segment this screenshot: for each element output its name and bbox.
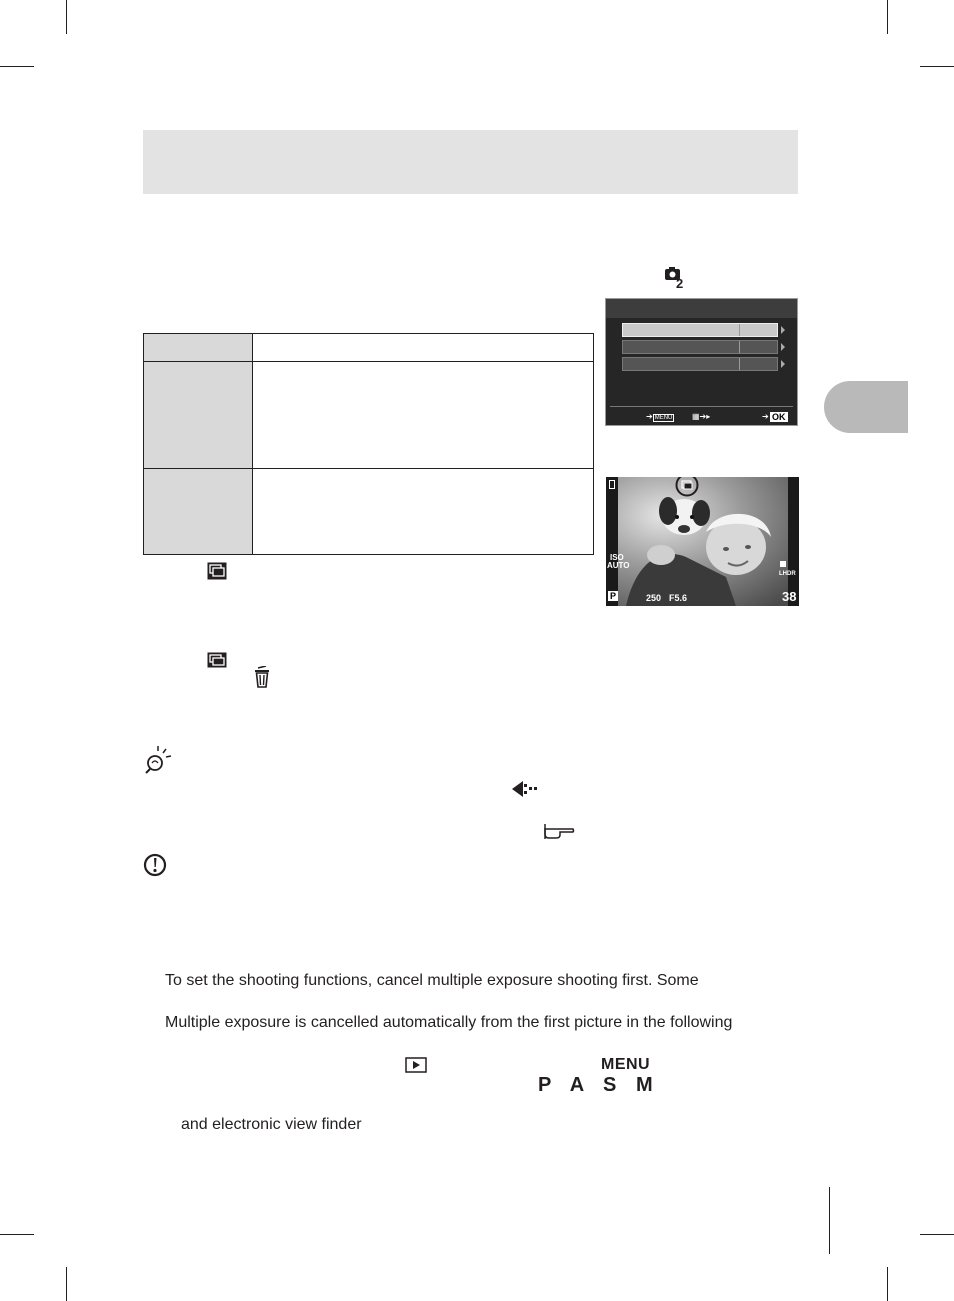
- live-view-photo: [606, 477, 799, 606]
- menu-footer-rule: [610, 406, 793, 407]
- table-key-cell: [144, 334, 253, 362]
- table-value-cell: [253, 362, 594, 469]
- menu-settings-hint-icon: ▦➔▸: [692, 412, 711, 421]
- shots-remaining: 38: [782, 589, 797, 604]
- menu-ok-label: OK: [772, 412, 786, 422]
- menu-ok-arrow-icon: ➔: [762, 412, 769, 421]
- menu-arrow-icon: [781, 343, 785, 351]
- aperture-value: F5.6: [669, 593, 688, 603]
- cancel-multiple-exposure-text: To set the shooting functions, cancel multiple exposure shooting first. Some: [165, 972, 699, 989]
- menu-button-label: MENU: [601, 1056, 651, 1073]
- crop-mark: [0, 1234, 34, 1235]
- menu-arrow-icon: [781, 326, 785, 334]
- battery-icon: [609, 480, 615, 489]
- table-value-cell: [253, 334, 594, 362]
- table-row: [144, 469, 594, 555]
- menu-row[interactable]: [622, 323, 778, 337]
- exposure-modes-label: P A S M: [538, 1074, 660, 1096]
- menu-back-hint: ➔ MENU: [646, 412, 673, 421]
- auto-cancel-text: Multiple exposure is cancelled automatically from the first picture in the following: [165, 1014, 733, 1031]
- electronic-view-finder-text: and electronic view finder: [181, 1116, 362, 1133]
- menu-row[interactable]: [622, 340, 778, 354]
- crop-mark: [0, 66, 34, 67]
- page-margin-rule: [829, 1187, 830, 1254]
- crop-mark: [887, 0, 888, 34]
- live-view-screen: [606, 477, 799, 606]
- page-reference-hand-icon: [543, 822, 575, 840]
- multiple-exposure-icon: [207, 562, 227, 580]
- image-size-icon: [780, 561, 786, 567]
- exposure-mode-badge: P: [610, 591, 617, 601]
- section-title-band: [143, 130, 798, 194]
- tip-lightbulb-icon: [143, 745, 175, 775]
- table-value-cell: [253, 469, 594, 555]
- crop-mark: [66, 0, 67, 34]
- table-key-cell: [144, 469, 253, 555]
- caution-icon: [143, 853, 167, 877]
- table-row: [144, 362, 594, 469]
- trash-icon: [253, 666, 271, 688]
- menu-arrow-icon: [781, 360, 785, 368]
- svg-text:2: 2: [676, 276, 684, 289]
- options-table: [143, 333, 594, 555]
- shutter-speed: 250: [646, 593, 662, 603]
- playback-button-icon: [405, 1057, 427, 1073]
- raw-data-edit-icon: [511, 780, 539, 798]
- crop-mark: [887, 1267, 888, 1301]
- crop-mark: [920, 1234, 954, 1235]
- table-row: [144, 334, 594, 362]
- menu-screen-header: [606, 299, 797, 318]
- crop-mark: [920, 66, 954, 67]
- iso-label: ISO: [610, 553, 624, 562]
- multiple-exposure-indicator-icon: [675, 477, 699, 497]
- iso-value: AUTO: [607, 561, 630, 570]
- chapter-tab: [824, 381, 908, 433]
- image-quality-label: LHDR: [779, 571, 796, 577]
- menu-row[interactable]: [622, 357, 778, 371]
- shooting-menu-2-icon: [664, 265, 688, 289]
- table-key-cell: [144, 362, 253, 469]
- crop-mark: [66, 1267, 67, 1301]
- multiple-exposure-menu-screen: [605, 298, 798, 426]
- multiple-exposure-icon: [207, 652, 227, 668]
